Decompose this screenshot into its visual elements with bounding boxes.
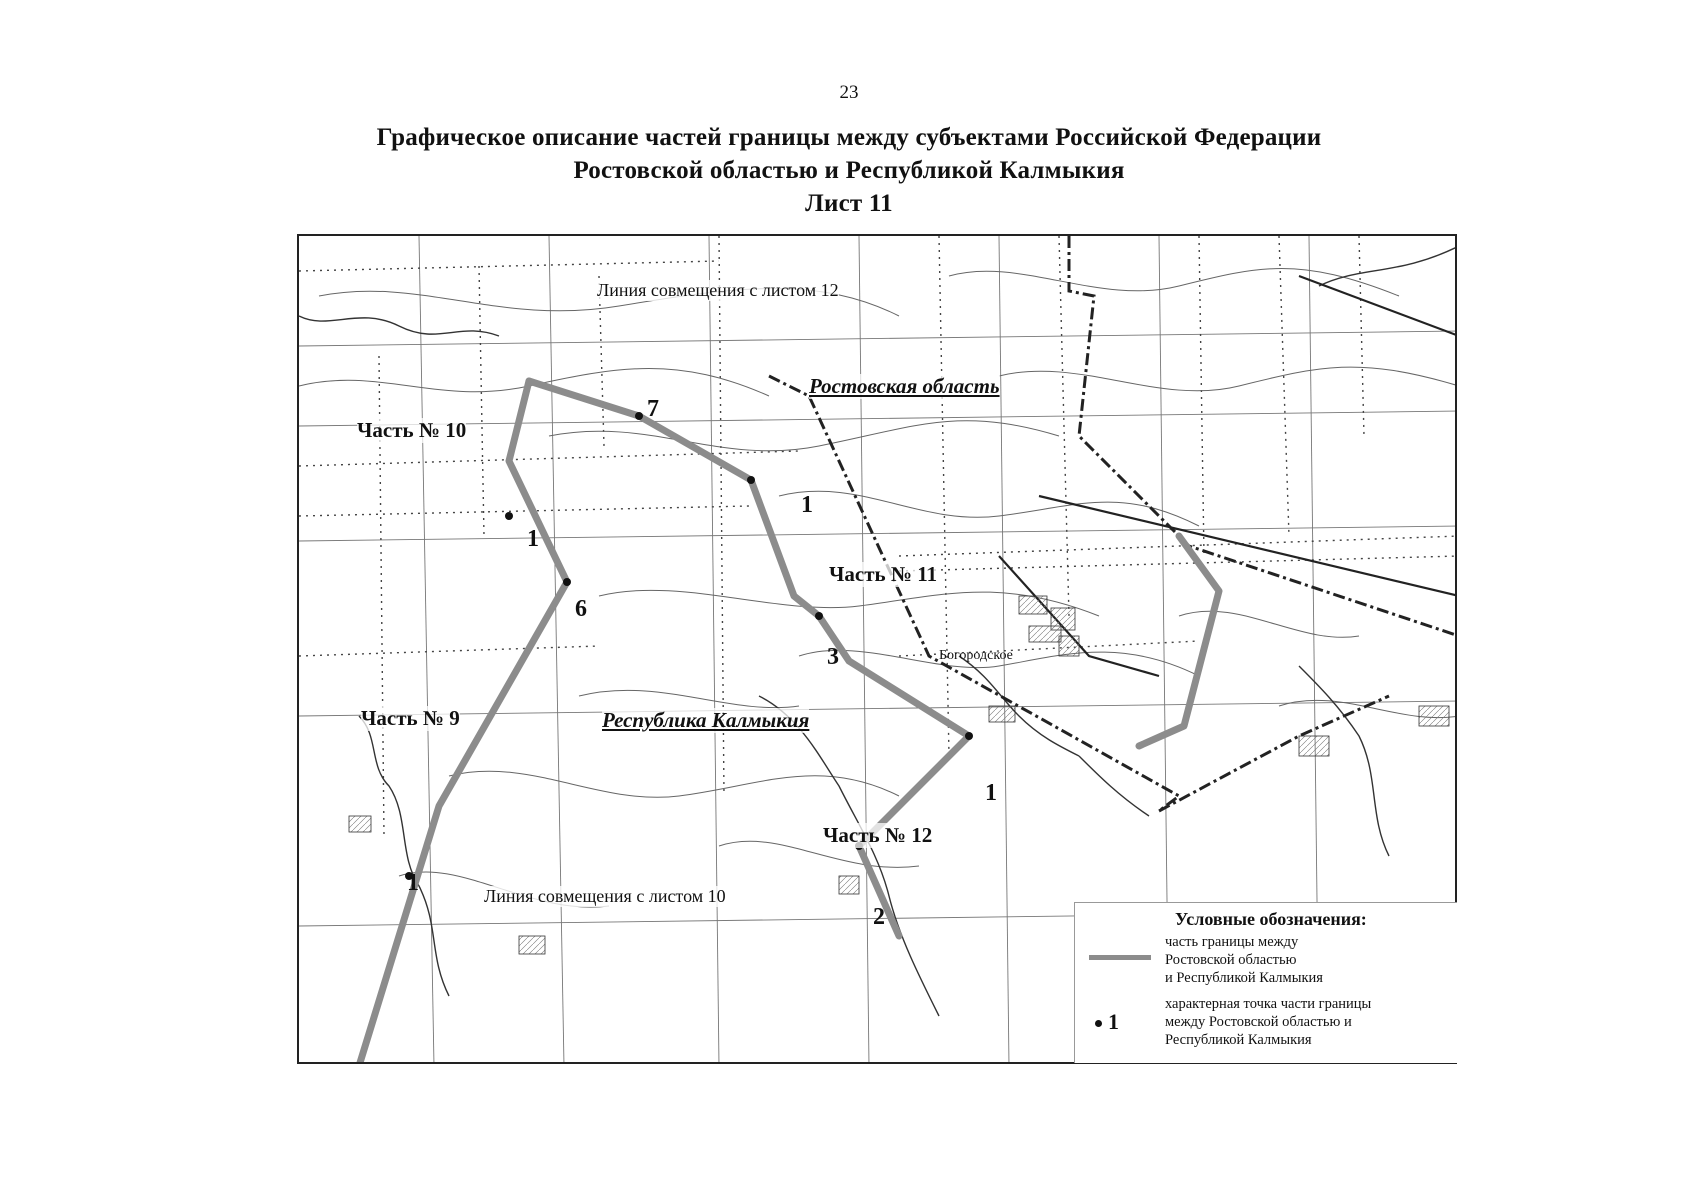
legend-boundary-text <box>1165 933 1455 987</box>
point-label-1-left: 1 <box>527 526 539 552</box>
point-label-1-right: 1 <box>985 780 997 806</box>
boundary-point-marker <box>815 612 823 620</box>
point-label-2: 2 <box>873 904 885 930</box>
boundary-point-marker <box>747 476 755 484</box>
boundary-point-marker <box>505 512 513 520</box>
boundary-line-symbol <box>1089 955 1151 960</box>
boundary-part-11 <box>529 381 819 616</box>
point-label-3: 3 <box>827 644 839 670</box>
part-label-12: Часть № 12 <box>823 823 933 847</box>
legend-point-line-3: Республикой Калмыкия <box>1165 1032 1312 1048</box>
document-title-line-2: Ростовской областью и Республикой Калмыкия <box>573 157 1125 184</box>
point-label-1-bottom: 1 <box>407 870 419 896</box>
admin-line <box>769 236 1457 811</box>
boundary-part-east <box>1139 536 1219 746</box>
sheet-title: Лист 11 <box>805 190 893 217</box>
region-label-kalmykia: Республика Калмыкия <box>602 708 810 732</box>
boundary-point-marker <box>965 732 973 740</box>
part-label-11: Часть № 11 <box>829 562 938 586</box>
page-number: 23 <box>839 82 859 103</box>
legend-boundary-line-1: часть границы между <box>1165 934 1299 950</box>
legend-point-number: 1 <box>1108 1009 1119 1034</box>
legend-point-text <box>1165 995 1455 1049</box>
boundary-points <box>405 412 973 880</box>
document-title-line-1: Графическое описание частей границы между субъектами Российской Федерации <box>376 124 1322 151</box>
map-legend <box>1074 902 1457 1063</box>
legend-point-line-1: характерная точка части границы <box>1165 996 1372 1012</box>
settlement-label: Богородское <box>939 648 1013 663</box>
joint-line-top-label: Линия совмещения с листом 12 <box>597 280 839 300</box>
point-dot-icon <box>1095 1020 1102 1027</box>
joint-line-bottom-label: Линия совмещения с листом 10 <box>484 886 726 906</box>
region-label-rostov: Ростовская область <box>809 374 1000 398</box>
point-label-7: 7 <box>647 396 659 422</box>
boundary-part-9 <box>359 582 567 1064</box>
part-label-9: Часть № 9 <box>361 706 460 730</box>
boundary-point-marker <box>563 578 571 586</box>
legend-point-line-2: между Ростовской областью и <box>1165 1014 1352 1030</box>
point-label-1-top: 1 <box>801 492 813 518</box>
part-label-10: Часть № 10 <box>357 418 467 442</box>
legend-title: Условные обозначения: <box>1175 909 1367 929</box>
boundary-point-symbol <box>1095 1009 1119 1035</box>
legend-boundary-line-3: и Республикой Калмыкия <box>1165 970 1323 986</box>
boundary-point-marker <box>635 412 643 420</box>
map-rivers <box>299 246 1457 1016</box>
map-contours <box>299 269 1457 908</box>
legend-boundary-line-2: Ростовской областью <box>1165 952 1297 968</box>
point-label-6: 6 <box>575 596 587 622</box>
